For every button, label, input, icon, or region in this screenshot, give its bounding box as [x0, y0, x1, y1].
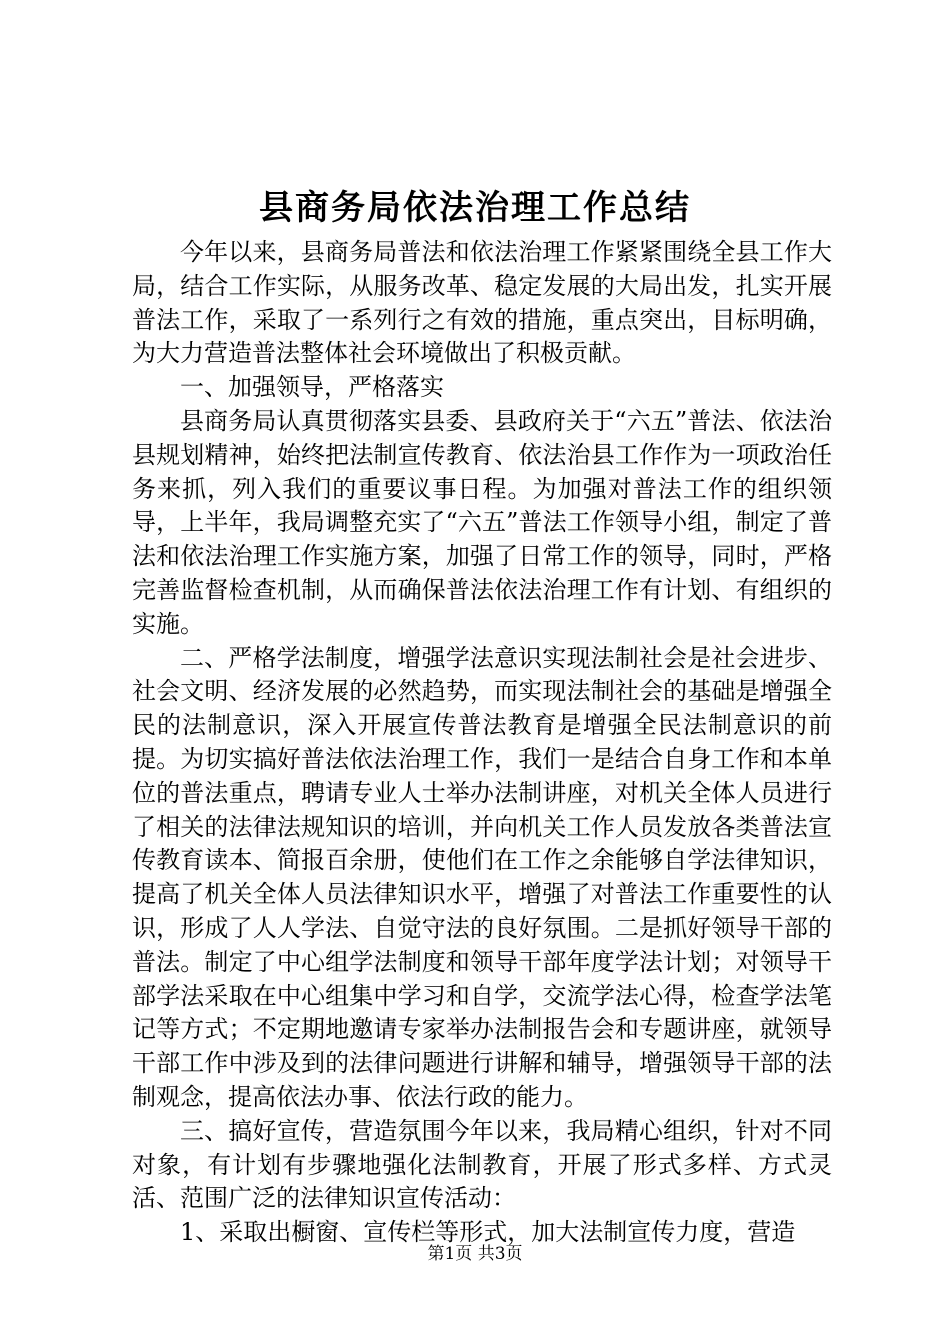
- section-2-paragraph: 二、严格学法制度，增强学法意识实现法制社会是社会进步、社会文明、经济发展的必然趋势，而实现法制社会的基础是增强全民的法制意识，深入开展宣传普法教育是增强全民法制意识的前提。为切实搞好普法依法治理工作，我们一是结合自身工作和本单位的普法重点，聘请专业人士举办法制讲座，对机关全体人员进行了相关的法律法规知识的培训，并向机关工作人员发放各类普法宣传教育读本、简报百余册，使他们在工作之余能够自学法律知识，提高了机关全体人员法律知识水平，增强了对普法工作重要性的认识，形成了人人学法、自觉守法的良好氛围。二是抓好领导干部的普法。制定了中心组学法制度和领导干部年度学法计划；对领导干部学法采取在中心组集中学习和自学，交流学法心得，检查学法笔记等方式；不定期地邀请专家举办法制报告会和专题讲座，就领导干部工作中涉及到的法律问题进行讲解和辅导，增强领导干部的法制观念，提高依法办事、依法行政的能力。: [132, 643, 832, 1111]
- list-item-1-paragraph: 1、采取出橱窗、宣传栏等形式，加大法制宣传力度，营造: [180, 1218, 796, 1247]
- section-3-paragraph: 三、搞好宣传，营造氛围今年以来，我局精心组织，针对不同对象，有计划有步骤地强化法制教育，开展了形式多样、方式灵活、范围广泛的法律知识宣传活动：: [132, 1116, 832, 1213]
- section-1-paragraph: 县商务局认真贯彻落实县委、县政府关于“六五”普法、依法治县规划精神，始终把法制宣传教育、依法治县工作作为一项政治任务来抓，列入我们的重要议事日程。为加强对普法工作的组织领导，上半年，我局调整充实了“六五”普法工作领导小组，制定了普法和依法治理工作实施方案，加强了日常工作的领导，同时，严格完善监督检查机制，从而确保普法依法治理工作有计划、有组织的实施。: [132, 406, 832, 638]
- page-number-footer: 第1页 共3页: [427, 1244, 523, 1264]
- section-heading-1: 一、加强领导，严格落实: [180, 373, 444, 402]
- intro-paragraph: 今年以来，县商务局普法和依法治理工作紧紧围绕全县工作大局，结合工作实际，从服务改革、稳定发展的大局出发，扎实开展普法工作，采取了一系列行之有效的措施，重点突出，目标明确，为大力营造普法整体社会环境做出了积极贡献。: [132, 238, 832, 368]
- document-title: 县商务局依法治理工作总结: [259, 188, 691, 228]
- document-body: [132, 236, 832, 1250]
